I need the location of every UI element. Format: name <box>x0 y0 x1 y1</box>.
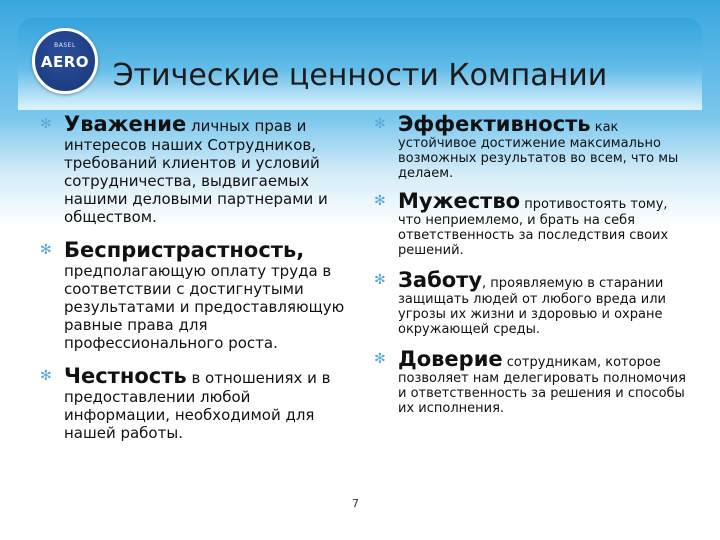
value-description: предоставлении любой информации, необходимой для нашей работы. <box>64 388 315 442</box>
value-heading: Эффективность <box>398 112 591 136</box>
value-item-impartiality <box>40 238 350 352</box>
value-item-trust <box>374 347 686 416</box>
value-item-respect <box>40 112 350 226</box>
value-item-care <box>374 268 686 337</box>
value-heading: Честность <box>64 364 187 388</box>
value-lead: в отношениях и в <box>186 369 331 387</box>
value-description: что неприемлемо, и брать на себя ответственность за последствия своих решений. <box>398 213 669 258</box>
value-heading: Доверие <box>398 347 503 371</box>
bullet-star-icon: ✻ <box>374 272 386 288</box>
bullet-star-icon: ✻ <box>40 368 52 384</box>
value-description: защищать людей от любого вреда или угрозы их жизни и здоровью и охране окружающей среды. <box>398 292 666 337</box>
value-heading: Беспристрастность, <box>64 238 305 262</box>
page-number: 7 <box>352 497 359 510</box>
value-description: устойчивое достижение максимально возможных результатов во всем, что мы делаем. <box>398 136 679 181</box>
bullet-star-icon: ✻ <box>374 193 386 209</box>
value-description: интересов наших Сотрудников, требований клиентов и условий сотрудничества, выдвигаемых нашими деловыми партнерами и обществом. <box>64 136 328 226</box>
logo-main-text: AERO <box>40 53 90 71</box>
left-column <box>40 112 350 452</box>
value-lead: противостоять тому, <box>520 197 668 212</box>
value-item-efficiency <box>374 112 686 181</box>
bullet-star-icon: ✻ <box>40 116 52 132</box>
value-item-courage <box>374 189 686 258</box>
bullet-star-icon: ✻ <box>374 351 386 367</box>
bullet-star-icon: ✻ <box>40 242 52 258</box>
value-description: позволяет нам делегировать полномочия и ответственность за решения и способы их исполнения. <box>398 371 686 416</box>
right-column <box>374 112 686 426</box>
logo-sub-text: BASEL <box>54 42 76 49</box>
slide-title: Этические ценности Компании <box>112 58 608 93</box>
bullet-star-icon: ✻ <box>374 116 386 132</box>
value-item-honesty <box>40 364 350 442</box>
value-heading: Заботу <box>398 268 483 292</box>
value-lead: как <box>590 120 619 135</box>
value-lead: сотрудникам, которое <box>502 355 661 370</box>
value-lead: личных прав и <box>186 117 307 135</box>
value-heading: Мужество <box>398 189 521 213</box>
value-lead: , проявляемую в старании <box>482 276 664 291</box>
value-heading: Уважение <box>64 112 187 136</box>
value-description: предполагающую оплату труда в соответствии с достигнутыми результатами и предоставляющую равные права для профессионального роста. <box>64 262 345 352</box>
